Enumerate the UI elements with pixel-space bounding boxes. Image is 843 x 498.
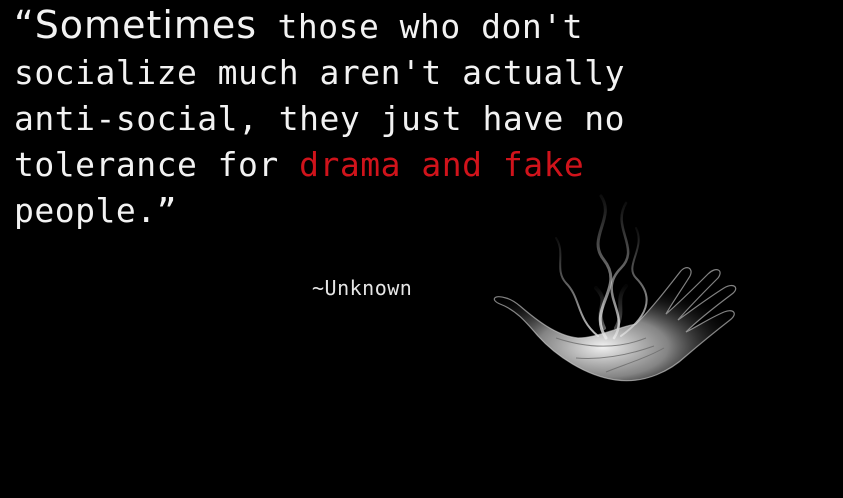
quote-line-2: socialize much aren't actually (14, 53, 626, 92)
quote-line-3: anti-social, they just have no (14, 99, 626, 138)
quote-line-1-rest: those who don't (257, 7, 583, 46)
quote-line-4-start: tolerance for (14, 145, 300, 184)
smoke-wisps (556, 196, 647, 338)
quote-line-4 (14, 142, 834, 188)
smoking-hand-icon (486, 188, 756, 388)
quote-attribution: ~Unknown (312, 276, 413, 300)
quote-open-mark: “ (14, 3, 35, 47)
open-palm (494, 268, 735, 381)
quote-lead-word: Sometimes (34, 3, 258, 47)
quote-line-1 (14, 2, 834, 50)
quote-line-5: people.” (14, 191, 177, 230)
quote-highlight: drama and fake (299, 145, 585, 184)
